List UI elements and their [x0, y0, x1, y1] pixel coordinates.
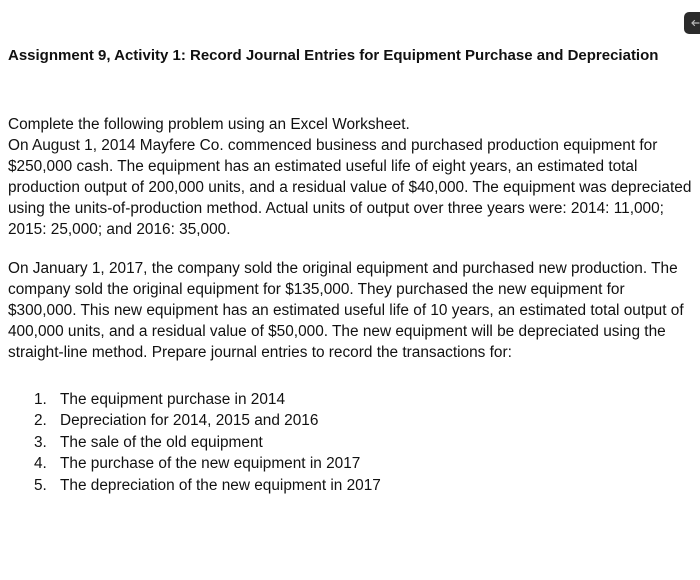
back-button[interactable]: [684, 12, 700, 34]
list-item-number: 3.: [34, 433, 47, 451]
task-list: [8, 389, 692, 496]
intro-text: Complete the following problem using an Excel Worksheet.: [8, 116, 410, 133]
list-item-number: 1.: [34, 391, 47, 408]
list-item-number: 2.: [34, 412, 47, 430]
paragraph-new-equipment: On January 1, 2017, the company sold the original equipment and purchased new production. The company sold the original equipment for $135,000. They purchased the new equipment for $300,000. This new equipment has an estimated useful life of 10 years, an estimated total output of 400,000 units, and a residual value of $50,000. The new equipment will be depreciated using the straight-line method. Prepare journal entries to record the transactions for:: [8, 260, 684, 361]
list-item-text: The equipment purchase in 2014: [60, 391, 286, 408]
assignment-title: Assignment 9, Activity 1: Record Journal Entries for Equipment Purchase and Depreciation: [8, 47, 659, 64]
list-item: [34, 432, 692, 453]
back-arrow-icon: [690, 19, 700, 27]
list-item: [34, 389, 692, 410]
problem-content: [8, 114, 692, 496]
list-item-text: The sale of the old equipment: [60, 433, 263, 451]
list-item: [34, 475, 692, 496]
list-item-number: 5.: [34, 476, 47, 494]
list-item-text: Depreciation for 2014, 2015 and 2016: [60, 412, 319, 430]
paragraph-original-equipment: On August 1, 2014 Mayfere Co. commenced business and purchased production equipment for $250,000 cash. The equipment has an estimated useful life of eight years, an estimated total production output of 200,000 units, and a residual value of $40,000. The equipment was depreciated using the units-of-production method. Actual units of output over three years were: 2014: 11,000; 2015: 25,000; and 2016: 35,000.: [8, 137, 692, 238]
list-item-number: 4.: [34, 455, 47, 473]
list-item-text: The depreciation of the new equipment in 2017: [60, 476, 381, 494]
list-item: [34, 410, 692, 431]
list-item-text: The purchase of the new equipment in 2017: [60, 455, 361, 473]
list-item: [34, 453, 692, 474]
